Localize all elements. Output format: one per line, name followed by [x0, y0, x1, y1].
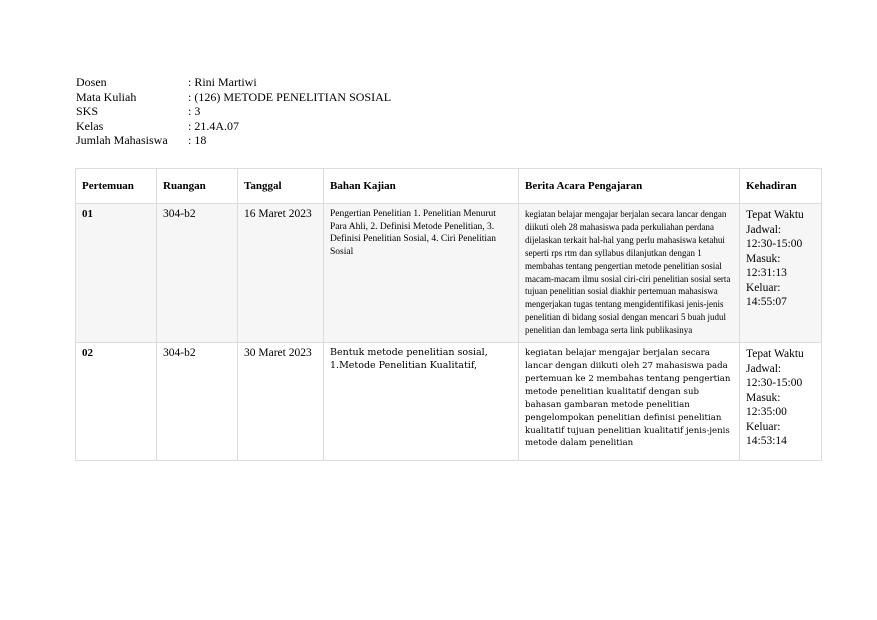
sks-row — [76, 104, 391, 119]
header-row — [76, 169, 822, 204]
matkul-row — [76, 90, 391, 105]
bahan-kajian-cell: Pengertian Penelitian 1. Penelitian Menurut Para Ahli, 2. Definisi Metode Penelitian, 3. Definisi Penelitian Sosial, 4. Ciri Penelitian Sosial — [324, 204, 519, 343]
header-ruangan: Ruangan — [157, 169, 238, 204]
berita-acara-cell: kegiatan belajar mengajar berjalan secara lancar dengan diikuti oleh 28 mahasiswa pada perkuliahan perdana dijelaskan terkait hal-hal yang perlu mahasiswa ketahui seperti rps rtm dan syllabus dilanjutkan dengan 1 membahas tentang pengertian metode penelitian sosial macam-macam ilmu sosial ciri-ciri penelitian sosial serta tujuan penelitian sosial diakhir pertemuan mahasiswa mengerjakan tugas tentang mengidentifikasi jenis-jenis penelitian di bidang sosial dengan mencari 5 buah judul penelitian dan lembaga serta link publikasinya — [519, 204, 740, 343]
ruangan-cell: 304-b2 — [157, 204, 238, 343]
keluar-value: 14:55:07 — [746, 296, 787, 308]
table-row — [76, 204, 822, 343]
masuk-value: 12:35:00 — [746, 406, 787, 419]
table-row — [76, 343, 822, 461]
jadwal-label: Jadwal: — [746, 223, 782, 236]
jumlah-label: Jumlah Mahasiswa — [76, 133, 168, 148]
matkul-label: Mata Kuliah — [76, 89, 137, 104]
jumlah-value: : 18 — [188, 133, 207, 148]
sks-label: SKS — [76, 104, 99, 119]
header-pertemuan: Pertemuan — [76, 169, 157, 204]
kelas-row — [76, 119, 391, 134]
berita-acara-cell: kegiatan belajar mengajar berjalan secara lancar dengan diikuti oleh 27 mahasiswa pada pertemuan ke 2 membahas tentang pengertian metode penelitian kualitatif dengan sub bahasan gambaran metode penelitian pengelompokan penelitian definisi penelitian kualitatif tujuan penelitian kualitatif jenis-jenis metode dalam penelitian — [519, 343, 740, 461]
kehadiran-cell — [740, 204, 822, 343]
jadwal-label: Jadwal: — [746, 362, 782, 375]
dosen-row — [76, 75, 391, 90]
jumlah-row — [76, 133, 391, 148]
kelas-label: Kelas — [76, 118, 104, 133]
keluar-label: Keluar: — [746, 281, 781, 294]
jadwal-value: 12:30-15:00 — [746, 238, 803, 250]
kelas-value: : 21.4A.07 — [188, 118, 239, 133]
status-text: Tepat Waktu — [746, 348, 804, 361]
tanggal-cell: 30 Maret 2023 — [238, 343, 324, 461]
dosen-value: : Rini Martiwi — [188, 75, 257, 89]
header-kehadiran: Kehadiran — [740, 169, 822, 204]
header-bahan-kajian: Bahan Kajian — [324, 169, 519, 204]
masuk-label: Masuk: — [746, 252, 781, 265]
header-tanggal: Tanggal — [238, 169, 324, 204]
tanggal-cell: 16 Maret 2023 — [238, 204, 324, 343]
dosen-label: Dosen — [76, 75, 107, 89]
masuk-label: Masuk: — [746, 391, 781, 404]
course-info — [76, 75, 391, 148]
attendance-table — [75, 168, 822, 461]
pertemuan-cell: 02 — [76, 343, 157, 461]
keluar-label: Keluar: — [746, 420, 781, 433]
keluar-value: 14:53:14 — [746, 435, 787, 448]
header-berita-acara: Berita Acara Pengajaran — [519, 169, 740, 204]
kehadiran-cell — [740, 343, 822, 461]
matkul-value: : (126) METODE PENELITIAN SOSIAL — [188, 89, 392, 104]
sks-value: : 3 — [188, 104, 201, 119]
pertemuan-cell: 01 — [76, 204, 157, 343]
bahan-kajian-cell: Bentuk metode penelitian sosial, 1.Metode Penelitian Kualitatif, — [324, 343, 519, 461]
jadwal-value: 12:30-15:00 — [746, 377, 803, 390]
ruangan-cell: 304-b2 — [157, 343, 238, 461]
status-text: Tepat Waktu — [746, 209, 804, 221]
masuk-value: 12:31:13 — [746, 267, 787, 279]
